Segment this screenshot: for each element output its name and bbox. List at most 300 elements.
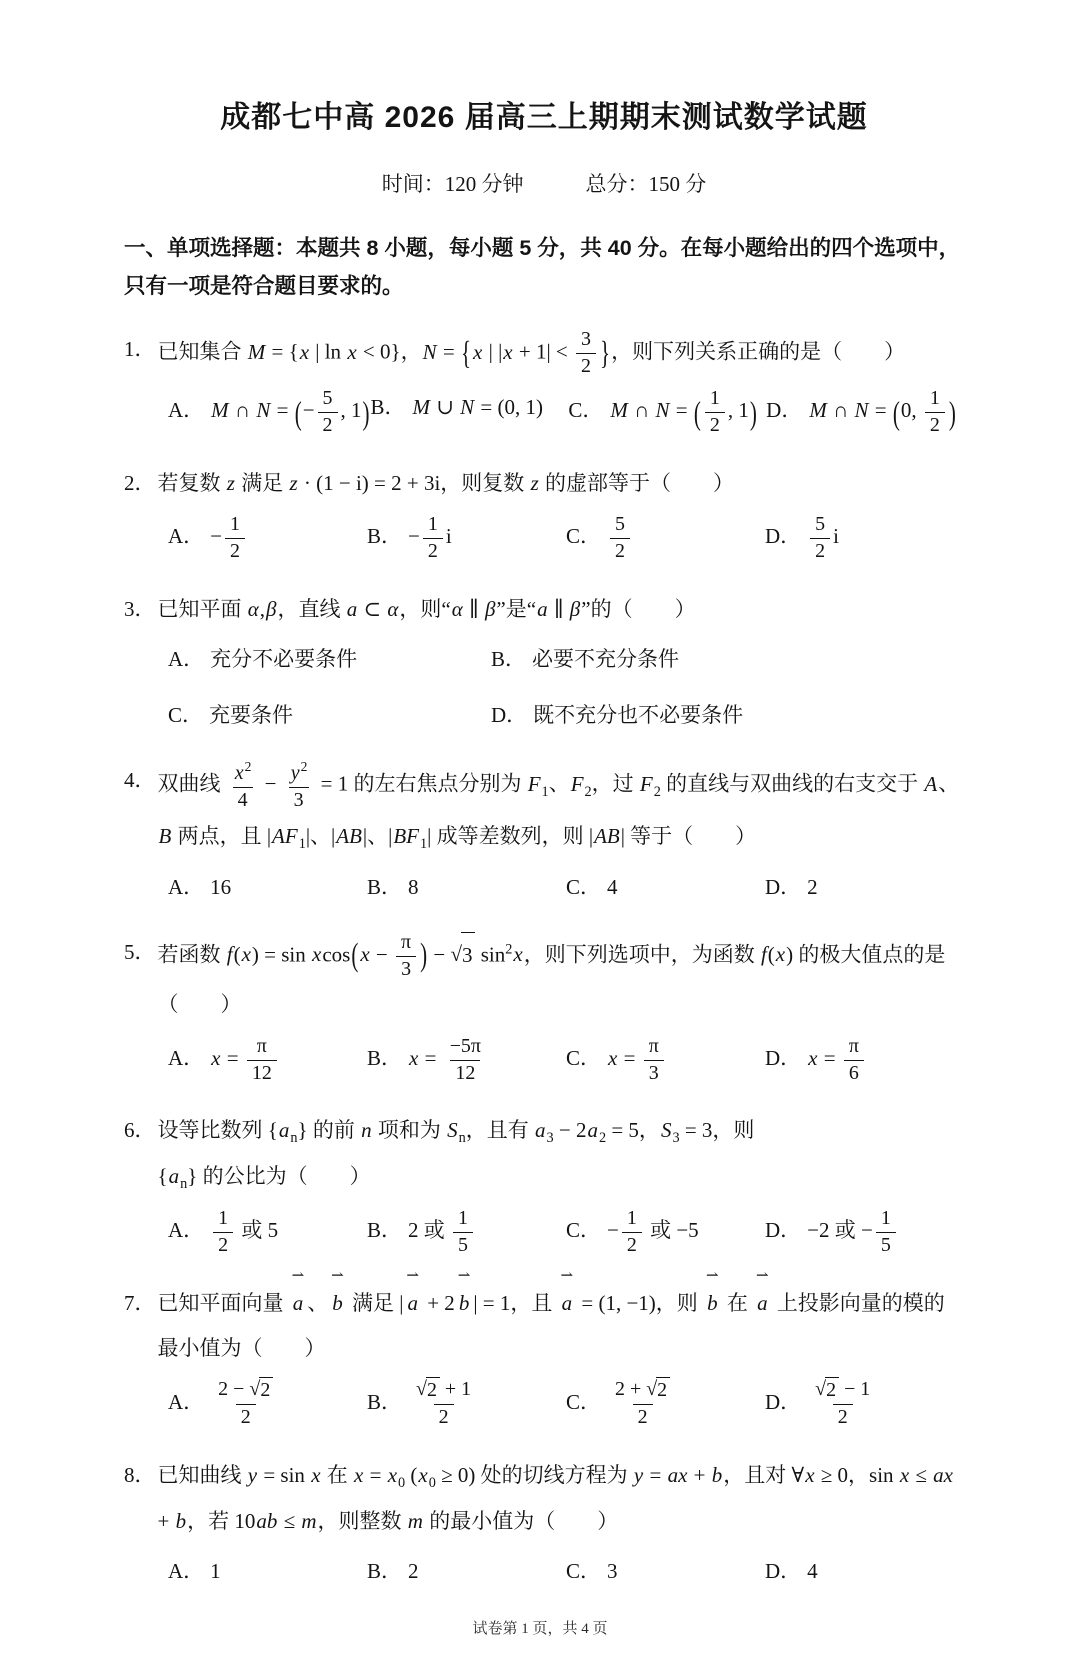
fraction xyxy=(396,930,416,983)
option-label: D． xyxy=(766,398,803,423)
fraction xyxy=(844,1034,864,1087)
option-D xyxy=(765,512,964,565)
question-number: 7． xyxy=(124,1291,156,1316)
subscript: n xyxy=(180,1176,188,1193)
vector xyxy=(560,1268,574,1326)
option-C xyxy=(168,694,491,736)
option-label: A． xyxy=(168,1045,205,1070)
fraction-denominator: 12 xyxy=(247,1060,277,1087)
math-variable: AB xyxy=(594,823,620,848)
option-D xyxy=(766,386,964,439)
option-A xyxy=(168,1206,367,1259)
math-variable: B xyxy=(158,823,172,848)
option-content: 3 xyxy=(607,1559,618,1584)
big-delimiter: ( xyxy=(693,393,701,432)
option-label: C． xyxy=(566,1559,602,1584)
math-variable: m xyxy=(407,1509,423,1534)
fraction-denominator: 2 xyxy=(318,412,338,439)
fraction-denominator: 3 xyxy=(644,1060,664,1087)
fraction-numerator: 1 xyxy=(929,387,940,410)
question-stem-text: 已知平面向量 ⇀ a 、 ⇀ b 满足 | ⇀ a + 2 ⇀ b | = 1，且 ⇀ a = (1, −1)，则 ⇀ b 在 ⇀ a 上投影向量的模的最小值为（ ） xyxy=(157,1268,945,1361)
option-D xyxy=(765,1550,964,1592)
fraction xyxy=(610,1377,675,1431)
option-content: M ∩ N = (0, $\frac{1}{2}$ ) xyxy=(808,398,957,422)
option-A xyxy=(168,866,367,908)
math-variable: x xyxy=(354,1463,364,1488)
option-label: A． xyxy=(168,398,205,423)
math-variable: x xyxy=(241,941,251,966)
option-content: 既不充分也不必要条件 xyxy=(533,703,744,728)
option-content: −2 或 − $\frac{1}{5}$ xyxy=(807,1218,899,1242)
square-root xyxy=(646,1377,670,1404)
math-variable: N xyxy=(460,395,475,420)
fraction-denominator: 2 xyxy=(833,1404,853,1431)
question-number: 4． xyxy=(124,768,156,793)
option-content: x = $\frac{\pi}{3}$ xyxy=(607,1046,667,1070)
question-2 xyxy=(124,461,964,565)
big-delimiter: ( xyxy=(294,393,302,432)
question-number: 2． xyxy=(124,471,156,495)
math-variable: x xyxy=(234,761,244,784)
option-content: 必要不充分条件 xyxy=(532,647,680,672)
option-content xyxy=(210,1378,281,1429)
math-variable: β xyxy=(569,597,581,622)
fraction-denominator: 5 xyxy=(453,1232,473,1259)
fraction-denominator: 2 xyxy=(925,412,945,439)
math-variable: S xyxy=(660,1118,672,1143)
math-variable: S xyxy=(447,1118,458,1143)
math-variable: x xyxy=(299,339,310,364)
option-label: D． xyxy=(765,1045,802,1070)
radicand: 2 xyxy=(259,1377,273,1404)
subscript: 2 xyxy=(598,1130,607,1147)
subscript: 0 xyxy=(398,1475,406,1492)
fraction-numerator xyxy=(229,758,257,787)
superscript: 2 xyxy=(244,759,252,775)
fraction-denominator: 3 xyxy=(289,787,309,814)
math-variable: A xyxy=(924,771,938,796)
math-variable: x xyxy=(347,339,357,364)
exam-total-score: 总分：150 分 xyxy=(585,172,707,196)
math-variable: x xyxy=(387,1463,398,1488)
vector-arrow-icon: ⇀ xyxy=(755,1268,769,1285)
option-label: B． xyxy=(367,1559,403,1584)
math-variable: N xyxy=(655,398,670,423)
option-A xyxy=(168,386,371,439)
option-label: A． xyxy=(168,1559,205,1584)
option-B xyxy=(367,866,566,908)
fraction-numerator: 5 xyxy=(815,513,826,536)
question-stem-text: 已知集合 M = {x | ln x < 0}，N = {x | |x + 1| < $\frac{3}{2}$ }，则下列关系正确的是（ ） xyxy=(158,327,965,380)
math-variable: x xyxy=(473,339,483,364)
fraction-denominator: 5 xyxy=(876,1232,896,1259)
fraction xyxy=(318,386,338,439)
option-D xyxy=(765,866,964,908)
math-variable: a xyxy=(537,597,548,622)
subscript: n xyxy=(458,1130,466,1147)
vector xyxy=(291,1268,305,1326)
question-options xyxy=(124,1550,964,1592)
math-variable: α xyxy=(247,597,259,622)
option-content: 2 xyxy=(807,874,818,899)
big-delimiter: ) xyxy=(362,393,370,432)
math-variable: M xyxy=(412,395,431,420)
vector-arrow-icon: ⇀ xyxy=(560,1268,574,1285)
question-6 xyxy=(124,1108,964,1259)
math-variable: N xyxy=(256,398,271,423)
option-label: B． xyxy=(367,874,403,899)
question-stem-text: 已知曲线 y = sin x 在 $x = x_0$ $(x_0 \ge 0)$ 处的切线方程为 y = ax + b，且对 ∀x ≥ 0，sin x ≤ ax + b，若 10ab ≤ m，则整数 m 的最小值为（ ） xyxy=(157,1463,953,1534)
question-stem xyxy=(124,758,964,859)
option-label: C． xyxy=(566,1390,602,1415)
option-content: $\frac{1}{2}$ 或 5 xyxy=(210,1218,278,1242)
fraction-denominator: 2 xyxy=(810,538,830,565)
option-label: B． xyxy=(491,647,527,672)
math-variable: N xyxy=(854,398,869,423)
math-variable: x xyxy=(312,941,322,966)
math-variable: a xyxy=(168,1164,180,1189)
option-content: 4 xyxy=(807,1559,818,1584)
option-label: C． xyxy=(566,874,602,899)
fraction-numerator: π xyxy=(848,1034,859,1057)
fraction-numerator: 3 xyxy=(581,328,591,351)
square-root xyxy=(450,932,475,978)
option-label: C． xyxy=(168,703,204,728)
math-variable: AB xyxy=(336,823,362,848)
math-variable: a xyxy=(292,1291,304,1316)
vector xyxy=(705,1268,719,1326)
fraction xyxy=(705,386,725,439)
option-label: D． xyxy=(765,874,802,899)
option-content: − $\frac{1}{2}$ 或 −5 xyxy=(607,1218,699,1242)
question-stem-text: 已知平面 α,β，直线 a ⊂ α，则“α ∥ β”是“a ∥ β”的（ ） xyxy=(157,597,696,622)
option-C xyxy=(566,1034,765,1087)
question-options xyxy=(124,1377,964,1431)
big-delimiter: ) xyxy=(948,393,956,432)
exam-title: 成都七中高 2026 届高三上期期末测试数学试题 xyxy=(220,101,868,134)
math-variable: α xyxy=(387,597,399,622)
math-variable: f xyxy=(226,941,233,966)
subscript: 1 xyxy=(420,835,428,852)
option-content: 16 xyxy=(210,874,232,899)
fraction xyxy=(576,327,596,380)
option-D xyxy=(765,1034,964,1087)
radical-icon: √ xyxy=(416,1378,426,1401)
option-A xyxy=(168,1034,367,1087)
exam-meta xyxy=(124,168,964,198)
vector xyxy=(331,1268,344,1326)
option-content: M ∩ N = ( $\frac{1}{2}$ , 1) xyxy=(609,398,758,422)
math-variable: x xyxy=(775,941,786,966)
fraction-numerator: √ 2 − 1 xyxy=(810,1377,875,1404)
subscript: 3 xyxy=(546,1130,554,1147)
radicand: 2 xyxy=(825,1377,839,1404)
radical-icon: √ xyxy=(646,1378,657,1401)
question-stem-text: 若复数 z 满足 z · (1 − i) = 2 + 3i，则复数 z 的虚部等于（ ） xyxy=(157,471,734,495)
math-variable: z xyxy=(226,471,235,495)
question-options xyxy=(124,1206,964,1259)
option-content xyxy=(807,1378,878,1429)
option-B xyxy=(367,1377,566,1431)
math-variable: b xyxy=(711,1463,723,1488)
fraction xyxy=(876,1206,896,1259)
subscript: n xyxy=(290,1130,298,1147)
math-variable: f xyxy=(760,941,767,966)
fraction-numerator: 1 xyxy=(458,1207,468,1230)
superscript: 2 xyxy=(505,940,513,957)
math-variable: a xyxy=(407,1291,418,1316)
question-3 xyxy=(124,587,964,736)
math-variable: ab xyxy=(256,1509,278,1534)
fraction-numerator: π xyxy=(401,930,412,953)
fraction-numerator: 1 xyxy=(709,387,720,410)
option-content: 充分不必要条件 xyxy=(210,647,358,672)
option-B xyxy=(367,1550,566,1592)
fraction-numerator xyxy=(285,758,313,787)
math-variable: x xyxy=(899,1463,910,1488)
math-variable: BF xyxy=(393,823,419,848)
vector xyxy=(755,1268,769,1326)
fraction-numerator: √ 2 + 1 xyxy=(411,1377,476,1404)
math-variable: b xyxy=(707,1291,718,1316)
radicand: 3 xyxy=(461,932,476,978)
math-variable: n xyxy=(361,1118,372,1143)
fraction-numerator: 2 − √ 2 xyxy=(213,1377,278,1404)
radicand: 2 xyxy=(426,1377,440,1404)
option-D xyxy=(765,1377,964,1431)
fraction xyxy=(213,1206,233,1259)
fraction-numerator: 1 xyxy=(218,1207,229,1230)
fraction-numerator: 5 xyxy=(322,387,333,410)
question-stem-text: 若函数 f(x) = sin xcos(x − $\frac{\pi}{3}$ ) − √ 3 $\sin^2x$，则下列选项中，为函数 f(x) 的极大值点的是（ ） xyxy=(158,930,965,1028)
question-stem xyxy=(124,930,964,1028)
math-variable: a xyxy=(346,597,358,622)
subscript: 2 xyxy=(584,783,592,800)
radicand: 2 xyxy=(656,1377,670,1404)
option-A xyxy=(168,1550,367,1592)
vector-arrow-icon: ⇀ xyxy=(457,1268,471,1285)
option-C xyxy=(566,866,765,908)
math-variable: a xyxy=(278,1118,290,1143)
math-variable: x xyxy=(360,941,370,966)
math-variable: z xyxy=(530,471,539,495)
fraction-numerator: 2 + √ 2 xyxy=(610,1377,675,1404)
option-B xyxy=(367,1034,566,1087)
fraction-denominator: 2 xyxy=(434,1404,454,1431)
fraction xyxy=(644,1034,664,1087)
math-variable: y xyxy=(290,761,300,784)
fraction-numerator: 1 xyxy=(880,1207,891,1230)
math-variable: x xyxy=(211,1045,221,1070)
question-8 xyxy=(124,1453,964,1592)
math-variable: a xyxy=(587,1118,598,1143)
option-label: B． xyxy=(367,524,403,549)
option-label: B． xyxy=(367,1390,403,1415)
math-variable: a xyxy=(561,1291,573,1316)
math-variable: F xyxy=(570,771,584,796)
math-variable: M xyxy=(211,398,229,423)
question-stem xyxy=(124,1453,964,1544)
radical-icon: √ xyxy=(249,1378,260,1401)
question-stem-text: 设等比数列 $\{a_n\}$ 的前 n 项和为 $S_n$，且有 $a_3 - 2a_2 = 5$，$S_3 = 3$，则 $\{a_n\}$ 的公比为（ ） xyxy=(157,1118,755,1193)
option-label: C． xyxy=(566,524,602,549)
math-variable: N xyxy=(422,339,437,364)
option-A xyxy=(168,1377,367,1431)
math-variable: x xyxy=(805,1463,815,1488)
math-variable: AF xyxy=(272,823,298,848)
fraction xyxy=(423,512,443,565)
fraction xyxy=(213,1377,278,1431)
math-variable: β xyxy=(484,597,496,622)
fraction-numerator: 5 xyxy=(615,513,625,536)
math-variable: x xyxy=(513,941,523,966)
option-label: A． xyxy=(168,874,205,899)
math-variable: M xyxy=(809,398,827,423)
question-list xyxy=(124,327,964,1592)
fraction-denominator: 2 xyxy=(705,412,725,439)
page-footer: 试卷第 1 页，共 4 页 xyxy=(472,1621,608,1638)
option-D xyxy=(491,694,814,736)
question-4 xyxy=(124,758,964,907)
math-variable: x xyxy=(409,1045,419,1070)
question-options xyxy=(124,386,964,439)
fraction-denominator: 2 xyxy=(423,538,443,565)
option-label: D． xyxy=(765,524,802,549)
fraction xyxy=(411,1377,476,1431)
option-label: D． xyxy=(765,1559,802,1584)
fraction xyxy=(225,512,245,565)
math-variable: M xyxy=(610,398,628,423)
math-variable: ax xyxy=(667,1463,688,1488)
math-variable: m xyxy=(301,1509,317,1534)
fraction-numerator: π xyxy=(256,1034,267,1057)
option-content: 2 或 $\frac{1}{5}$ xyxy=(408,1218,476,1242)
question-stem-text: 双曲线 $\frac{x^2}{4}$ − $\frac{y^2}{3}$ = 1 的左右焦点分别为 $F_1$、$F_2$，过 $F_2$ 的直线与双曲线的右支交于 A、B 两点，且 $|AF_1|$、|AB|、$|BF_1|$ 成等差数列，则 |AB| 等于（ ） xyxy=(157,759,960,852)
question-number: 3． xyxy=(124,597,156,622)
fraction xyxy=(453,1206,473,1259)
fraction-numerator: π xyxy=(648,1034,659,1057)
fraction xyxy=(229,758,257,814)
math-variable: x xyxy=(608,1045,618,1070)
radical-icon: √ xyxy=(815,1378,826,1401)
subscript: 3 xyxy=(672,1130,680,1147)
option-content: x = $\frac{\pi}{12}$ xyxy=(210,1046,280,1070)
question-number: 1． xyxy=(124,337,156,362)
fraction xyxy=(610,512,630,565)
math-variable: F xyxy=(639,771,653,796)
option-content: − $\frac{1}{2}$ i xyxy=(408,524,452,548)
vector-arrow-icon: ⇀ xyxy=(406,1268,420,1285)
math-variable: z xyxy=(289,471,298,495)
option-content: 8 xyxy=(408,874,419,899)
subscript: 1 xyxy=(541,783,549,800)
option-content: M ∩ N = (− $\frac{5}{2}$ , 1) xyxy=(210,398,370,422)
vector-arrow-icon: ⇀ xyxy=(331,1268,344,1285)
question-stem xyxy=(124,1268,964,1371)
math-variable: F xyxy=(527,771,541,796)
fraction-denominator: 2 xyxy=(236,1404,256,1431)
fraction xyxy=(247,1034,277,1087)
big-delimiter: ( xyxy=(351,936,359,974)
big-delimiter: { xyxy=(460,334,472,372)
option-label: D． xyxy=(491,703,528,728)
question-number: 8． xyxy=(124,1463,156,1488)
big-delimiter: ) xyxy=(749,393,757,432)
question-stem xyxy=(124,461,964,506)
option-C xyxy=(566,1206,765,1259)
fraction-denominator: 2 xyxy=(213,1232,233,1259)
vector xyxy=(457,1268,471,1326)
question-5 xyxy=(124,930,964,1087)
math-variable: x xyxy=(808,1045,818,1070)
fraction-numerator: −5π xyxy=(449,1034,481,1057)
option-A xyxy=(168,638,491,680)
math-variable: α xyxy=(451,597,463,622)
option-label: B． xyxy=(367,1218,403,1243)
big-delimiter: } xyxy=(599,334,611,372)
option-C xyxy=(568,386,766,439)
radical-icon: √ xyxy=(450,941,461,966)
math-variable: y xyxy=(633,1463,644,1488)
fraction xyxy=(810,512,830,565)
option-label: B． xyxy=(367,1045,403,1070)
math-variable: a xyxy=(757,1291,768,1316)
option-label: A． xyxy=(168,1218,205,1243)
option-B xyxy=(371,386,569,439)
question-number: 6． xyxy=(124,1118,156,1143)
option-content xyxy=(607,1378,678,1429)
fraction-numerator: 1 xyxy=(626,1207,637,1230)
option-label: A． xyxy=(168,647,205,672)
option-content xyxy=(607,513,633,563)
question-options xyxy=(124,1034,964,1087)
vector xyxy=(406,1268,420,1326)
question-stem xyxy=(124,1108,964,1200)
question-1 xyxy=(124,327,964,439)
question-options xyxy=(124,638,814,736)
option-label: A． xyxy=(168,524,205,549)
option-content: 1 xyxy=(210,1559,221,1584)
question-options xyxy=(124,512,964,565)
math-variable: b xyxy=(175,1509,187,1534)
fraction-denominator: 6 xyxy=(844,1060,864,1087)
fraction-denominator: 2 xyxy=(622,1232,642,1259)
question-number: 5． xyxy=(124,939,156,964)
option-content: 充要条件 xyxy=(209,703,294,728)
fraction-denominator: 2 xyxy=(225,538,245,565)
math-variable: β xyxy=(266,597,277,622)
square-root xyxy=(249,1377,273,1404)
subscript: 2 xyxy=(653,783,661,800)
math-variable: b xyxy=(458,1291,470,1316)
fraction-denominator: 4 xyxy=(233,787,253,814)
option-content: $\frac{5}{2}$ i xyxy=(807,524,839,548)
big-delimiter: ( xyxy=(892,393,900,432)
fraction-denominator: 2 xyxy=(633,1404,653,1431)
fraction-denominator: 12 xyxy=(450,1060,480,1087)
option-content: 4 xyxy=(607,874,618,899)
option-C xyxy=(566,1550,765,1592)
fraction xyxy=(445,1034,486,1087)
fraction-denominator: 2 xyxy=(610,538,630,565)
fraction xyxy=(285,758,313,814)
option-label: C． xyxy=(568,398,604,423)
fraction-numerator: 1 xyxy=(230,513,240,536)
option-label: D． xyxy=(765,1218,802,1243)
math-variable: b xyxy=(332,1291,343,1316)
option-content xyxy=(408,1378,479,1429)
option-content: x = $\frac{\pi}{6}$ xyxy=(807,1046,867,1070)
